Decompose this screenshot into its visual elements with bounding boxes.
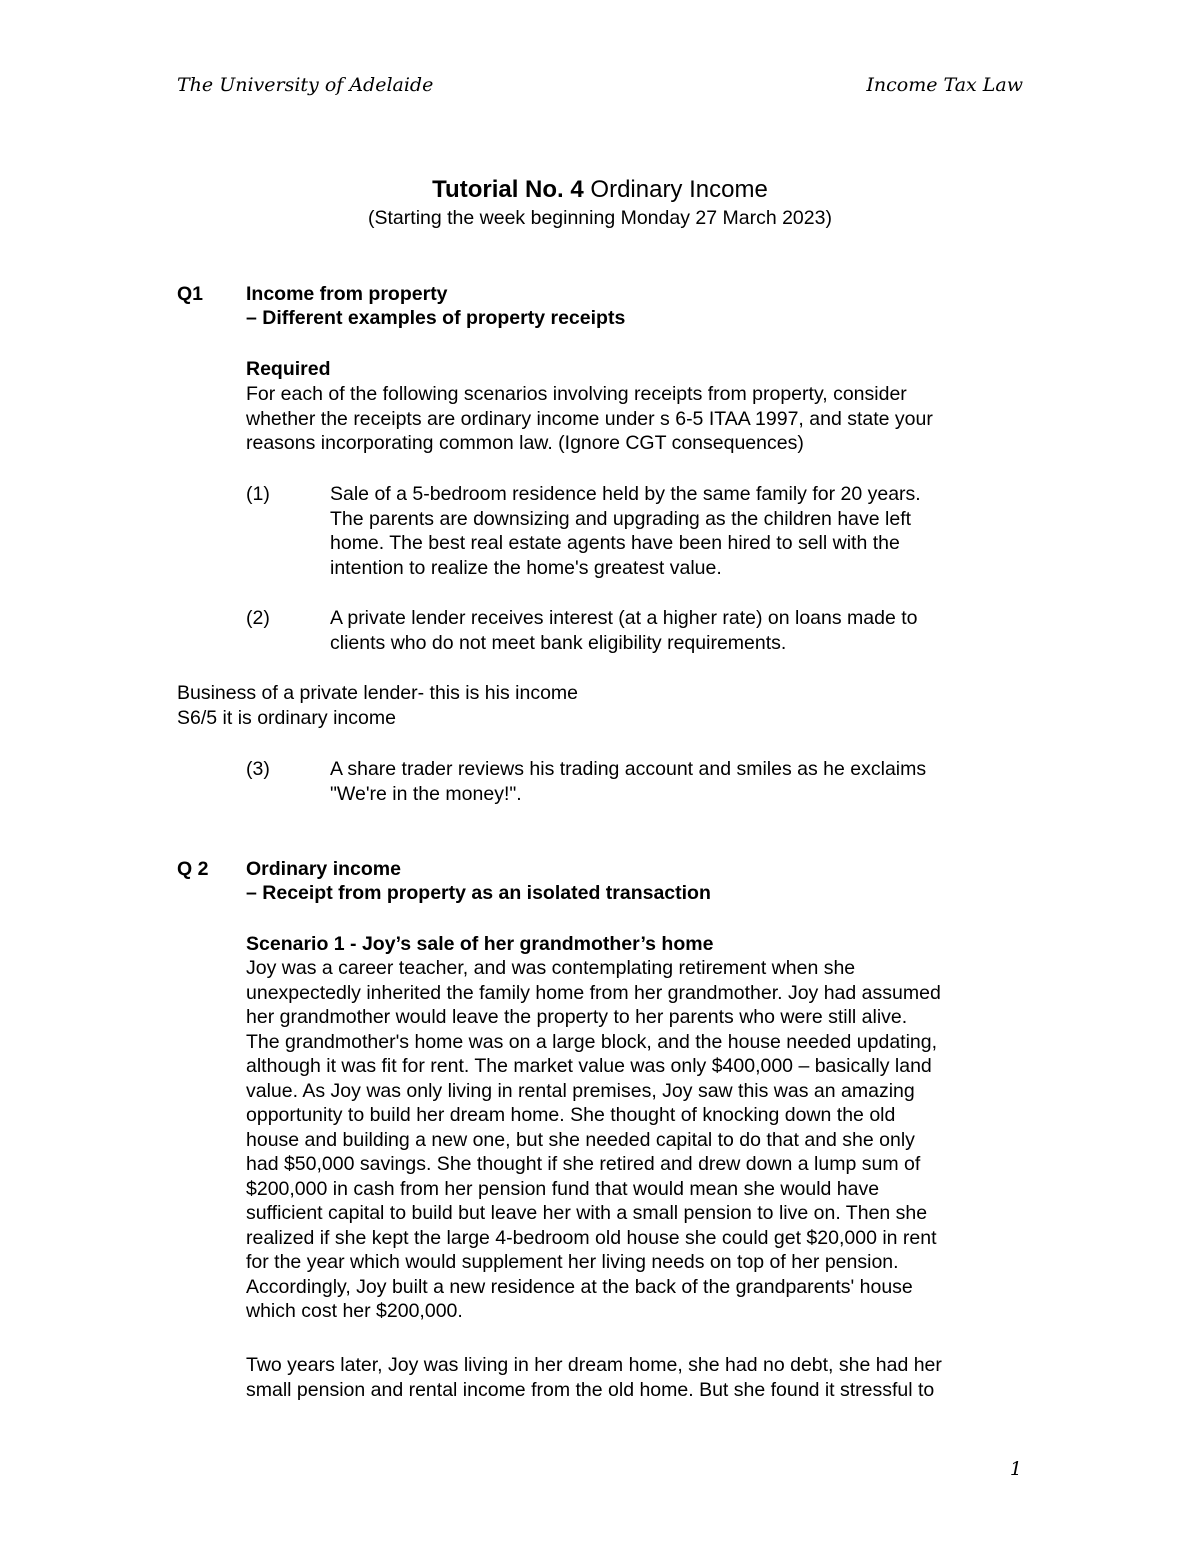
running-header-left: The University of Adelaide bbox=[177, 74, 434, 96]
text-line: realized if she kept the large 4-bedroom old house she could get $20,000 in rent bbox=[246, 1226, 937, 1249]
text-line: Business of a private lender- this is his income bbox=[177, 682, 579, 704]
text-line: value. As Joy was only living in rental premises, Joy saw this was an amazing bbox=[246, 1079, 915, 1102]
text-line: Two years later, Joy was living in her dream home, she had no debt, she had her bbox=[246, 1354, 942, 1376]
text-line: had $50,000 savings. She thought if she retired and drew down a lump sum of bbox=[246, 1153, 921, 1175]
title-rest: Ordinary Income bbox=[583, 176, 768, 203]
text-line: The grandmother's home was on a large block, and the house needed updating, bbox=[246, 1030, 938, 1053]
text-line: her grandmother would leave the property to her parents who were still alive. bbox=[246, 1006, 908, 1028]
item-text bbox=[330, 482, 1030, 580]
text-line: clients who do not meet bank eligibility requirements. bbox=[330, 631, 787, 654]
q1-heading: Income from property bbox=[246, 283, 448, 305]
text-line: Accordingly, Joy built a new residence at the back of the grandparents' house bbox=[246, 1275, 913, 1298]
text-line: Joy was a career teacher, and was contemplating retirement when she bbox=[246, 957, 856, 979]
text-line: small pension and rental income from the old home. But she found it stressful to bbox=[246, 1378, 935, 1401]
page-number: 1 bbox=[1009, 1458, 1022, 1480]
q2-subheading: – Receipt from property as an isolated transaction bbox=[246, 882, 711, 904]
item-number: (3) bbox=[246, 758, 270, 780]
running-header-right: Income Tax Law bbox=[866, 74, 1023, 96]
item-text bbox=[330, 757, 1030, 806]
text-line: "We're in the money!". bbox=[330, 782, 522, 805]
page-subtitle: (Starting the week beginning Monday 27 March 2023) bbox=[368, 207, 832, 229]
page-title bbox=[0, 175, 1200, 205]
text-line: unexpectedly inherited the family home from her grandmother. Joy had assumed bbox=[246, 981, 941, 1004]
handwritten-style-note bbox=[177, 681, 1037, 730]
text-line: S6/5 it is ordinary income bbox=[177, 706, 396, 729]
scenario-heading: Scenario 1 - Joy’s sale of her grandmother’s home bbox=[246, 933, 714, 955]
text-line: intention to realize the home's greatest value. bbox=[330, 556, 722, 579]
text-line: opportunity to build her dream home. She thought of knocking down the old bbox=[246, 1104, 896, 1126]
text-line: $200,000 in cash from her pension fund that would mean she would have bbox=[246, 1177, 880, 1200]
item-number: (1) bbox=[246, 483, 270, 505]
q2-number: Q 2 bbox=[177, 858, 209, 880]
text-line: A share trader reviews his trading account and smiles as he exclaims bbox=[330, 758, 927, 780]
text-line: The parents are downsizing and upgrading as the children have left bbox=[330, 507, 912, 530]
scenario-paragraph-2 bbox=[246, 1353, 1036, 1402]
item-text bbox=[330, 606, 1030, 655]
q1-required-text bbox=[246, 382, 1036, 456]
text-line: reasons incorporating common law. (Ignore CGT consequences) bbox=[246, 432, 804, 454]
text-line: home. The best real estate agents have been hired to sell with the bbox=[330, 532, 900, 554]
text-line: For each of the following scenarios involving receipts from property, consider bbox=[246, 383, 907, 405]
text-line: for the year which would supplement her living needs on top of her pension. bbox=[246, 1251, 899, 1273]
text-line: sufficient capital to build but leave her with a small pension to live on. Then she bbox=[246, 1202, 928, 1224]
text-line: Sale of a 5-bedroom residence held by the same family for 20 years. bbox=[330, 483, 921, 505]
q1-required-label: Required bbox=[246, 358, 331, 380]
text-line: whether the receipts are ordinary income under s 6-5 ITAA 1997, and state your bbox=[246, 407, 933, 430]
item-number: (2) bbox=[246, 607, 270, 629]
q2-heading: Ordinary income bbox=[246, 858, 401, 880]
text-line: although it was fit for rent. The market value was only $400,000 – basically land bbox=[246, 1055, 932, 1077]
scenario-paragraph-1 bbox=[246, 956, 1036, 1324]
text-line: A private lender receives interest (at a higher rate) on loans made to bbox=[330, 607, 918, 629]
title-bold: Tutorial No. 4 bbox=[432, 176, 584, 203]
text-line: house and building a new one, but she needed capital to do that and she only bbox=[246, 1128, 915, 1151]
q1-number: Q1 bbox=[177, 283, 204, 305]
q1-subheading: – Different examples of property receipts bbox=[246, 307, 626, 329]
text-line: which cost her $200,000. bbox=[246, 1300, 463, 1322]
